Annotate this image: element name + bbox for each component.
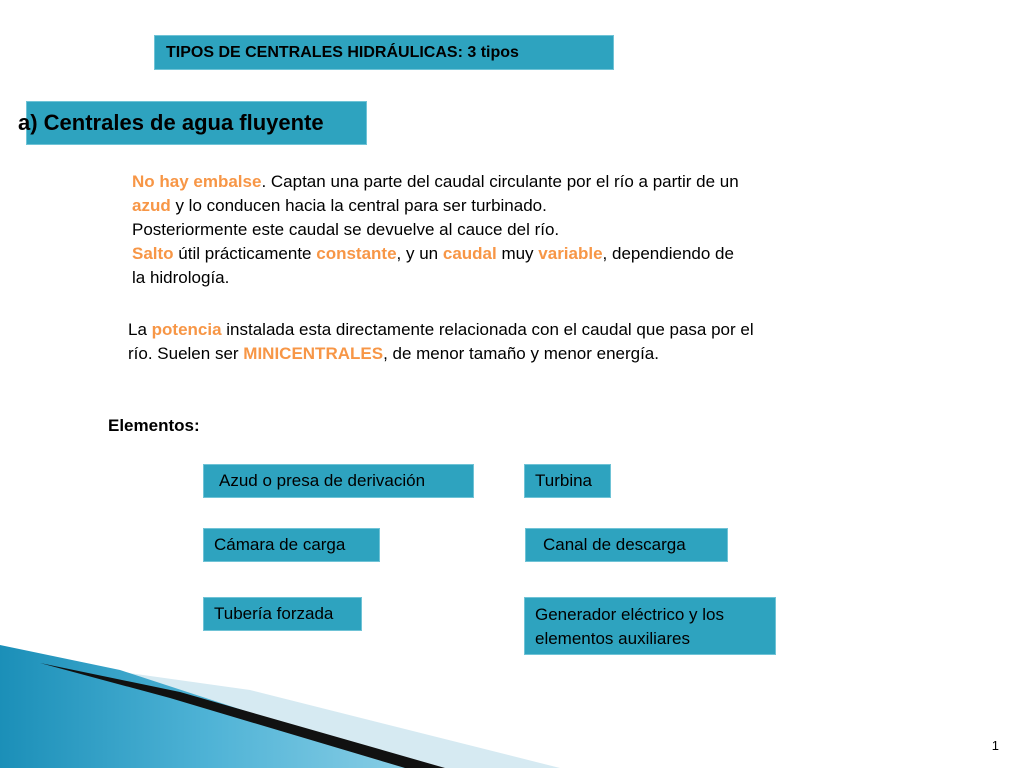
element-box-generador (524, 597, 776, 655)
para1-text: . Captan una parte del caudal circulante por el río a partir de un (261, 172, 739, 191)
element-label: Canal de descarga (543, 535, 686, 554)
element-label: Azud o presa de derivación (219, 471, 426, 490)
highlight-salto: Salto (132, 244, 174, 263)
highlight-constante: constante (316, 244, 397, 263)
elements-label: Elementos: (108, 416, 200, 435)
para1-text: , y un (396, 244, 443, 263)
element-box-turbina (524, 464, 611, 498)
element-box-canal-de-descarga (525, 528, 728, 562)
para2-text: instalada esta directamente relacionada con el caudal que pasa por el (221, 320, 754, 339)
element-label: Cámara de carga (214, 535, 346, 554)
section-heading: a) Centrales de agua fluyente (18, 110, 324, 135)
slide-title-box (154, 35, 614, 70)
highlight-no-hay-embalse: No hay embalse (132, 172, 262, 191)
element-label: elementos auxiliares (535, 629, 690, 648)
highlight-minicentrales: MINICENTRALES (243, 344, 384, 363)
element-label: Turbina (535, 471, 593, 490)
element-box-tuberia-forzada (203, 597, 362, 631)
para1-text: Posteriormente este caudal se devuelve al cauce del río. (132, 220, 560, 239)
para1-text: muy (496, 244, 539, 263)
para1-text: , dependiendo de (602, 244, 734, 263)
highlight-caudal: caudal (442, 244, 497, 263)
element-box-azud (203, 464, 474, 498)
description-paragraph-2 (128, 318, 868, 366)
para2-text: , de menor tamaño y menor energía. (383, 344, 659, 363)
para2-text: río. Suelen ser (128, 344, 244, 363)
para2-text: La (128, 320, 152, 339)
element-label: Tubería forzada (214, 604, 334, 623)
element-box-camara-de-carga (203, 528, 380, 562)
highlight-potencia: potencia (151, 320, 222, 339)
slide-title: TIPOS DE CENTRALES HIDRÁULICAS: 3 tipos (166, 43, 519, 61)
para1-text: útil prácticamente (173, 244, 317, 263)
element-label: Generador eléctrico y los (535, 605, 724, 624)
highlight-azud: azud (132, 196, 171, 215)
para1-text: la hidrología. (132, 268, 230, 287)
description-paragraph-1 (132, 170, 852, 290)
highlight-variable: variable (538, 244, 603, 263)
page-number: 1 (991, 738, 999, 753)
para1-text: y lo conducen hacia la central para ser turbinado. (170, 196, 547, 215)
